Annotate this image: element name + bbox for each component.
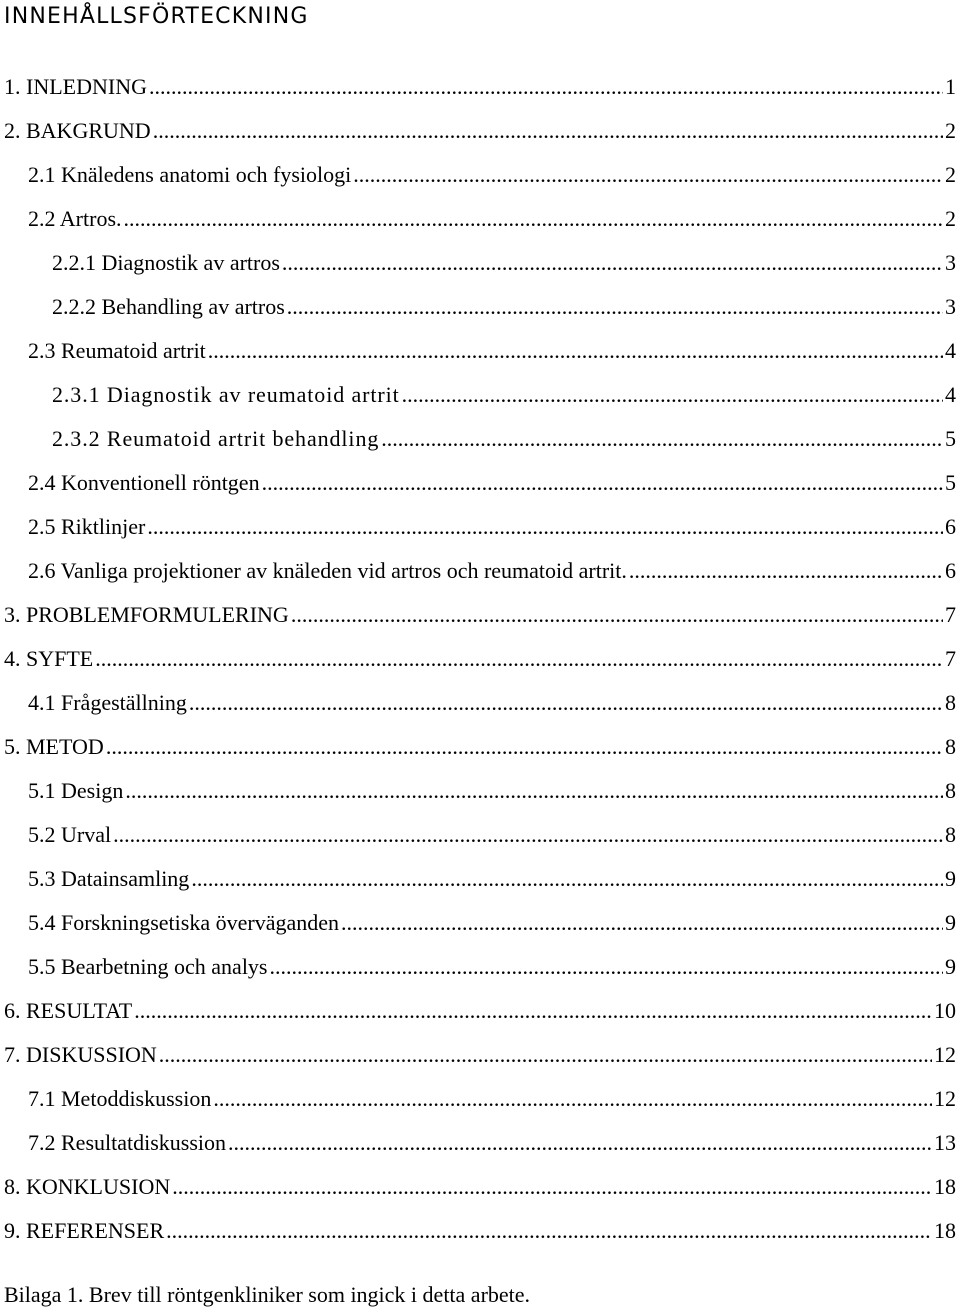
toc-entry[interactable]: [4, 1038, 956, 1068]
toc-entry-label: 2.2 Artros.: [28, 206, 122, 231]
toc-entry-page-number: 2: [945, 206, 956, 231]
toc-dot-leader: [191, 866, 943, 892]
toc-dot-leader: [228, 1130, 932, 1156]
toc-entry[interactable]: [28, 906, 956, 936]
toc-entry[interactable]: [4, 114, 956, 144]
toc-entry[interactable]: [28, 1082, 956, 1112]
toc-entry-page-number: 9: [945, 866, 956, 891]
toc-entry-label: 4.1 Frågeställning: [28, 690, 187, 715]
toc-dot-leader: [189, 690, 943, 716]
toc-entry-page-number: 2: [945, 162, 956, 187]
toc-entry-label: 2. BAKGRUND: [4, 118, 151, 143]
toc-entry[interactable]: [4, 642, 956, 672]
toc-entry[interactable]: [28, 510, 956, 540]
toc-entry-page-number: 12: [934, 1042, 956, 1067]
toc-entry[interactable]: [28, 1126, 956, 1156]
toc-entry-page-number: 7: [945, 602, 956, 627]
toc-entry-page-number: 5: [945, 426, 956, 451]
toc-dot-leader: [153, 118, 943, 144]
toc-entry-label: 5.1 Design: [28, 778, 124, 803]
toc-entry-label: 2.5 Riktlinjer: [28, 514, 146, 539]
toc-entry-label: 2.3.2 Reumatoid artrit behandling: [52, 426, 380, 451]
toc-entry[interactable]: [4, 1214, 956, 1244]
toc-entry-page-number: 9: [945, 954, 956, 979]
toc-entry[interactable]: [4, 1170, 956, 1200]
toc-entry-page-number: 1: [945, 74, 956, 99]
toc-entry[interactable]: [4, 598, 956, 628]
appendix-line: Bilaga 1. Brev till röntgenkliniker som ingick i detta arbete.: [4, 1282, 531, 1307]
toc-entry-label: 1. INLEDNING: [4, 74, 147, 99]
toc-dot-leader: [353, 162, 943, 188]
toc-entry-label: 7. DISKUSSION: [4, 1042, 157, 1067]
toc-dot-leader: [208, 338, 943, 364]
toc-entry[interactable]: [28, 158, 956, 188]
toc-entry-label: 2.3.1 Diagnostik av reumatoid artrit: [52, 382, 400, 407]
toc-entry[interactable]: [28, 686, 956, 716]
toc-entry-page-number: 6: [945, 514, 956, 539]
toc-entry-label: 2.4 Konventionell röntgen: [28, 470, 260, 495]
toc-dot-leader: [166, 1218, 932, 1244]
toc-entry-page-number: 10: [934, 998, 956, 1023]
toc-dot-leader: [149, 74, 943, 100]
toc-entry[interactable]: [28, 818, 956, 848]
toc-dot-leader: [125, 778, 943, 804]
toc-entry-label: 3. PROBLEMFORMULERING: [4, 602, 289, 627]
toc-entry-page-number: 4: [945, 382, 956, 407]
toc-entry-label: 8. KONKLUSION: [4, 1174, 171, 1199]
toc-dot-leader: [341, 910, 943, 936]
toc-dot-leader: [402, 382, 943, 408]
toc-entry[interactable]: [4, 730, 956, 760]
toc-entry-label: 7.1 Metoddiskussion: [28, 1086, 212, 1111]
toc-entry-label: 2.3 Reumatoid artrit: [28, 338, 206, 363]
toc-entry-page-number: 3: [945, 294, 956, 319]
toc-entry-page-number: 2: [945, 118, 956, 143]
toc-dot-leader: [113, 822, 943, 848]
toc-entry[interactable]: [52, 378, 956, 408]
toc-entry-label: 2.2.1 Diagnostik av artros: [52, 250, 280, 275]
toc-dot-leader: [381, 426, 943, 452]
toc-entry-label: 9. REFERENSER: [4, 1218, 165, 1243]
toc-entry-page-number: 18: [934, 1218, 956, 1243]
toc-entry-label: 5.3 Datainsamling: [28, 866, 190, 891]
toc-entry[interactable]: [28, 202, 956, 232]
toc-entry-label: 5.4 Forskningsetiska överväganden: [28, 910, 339, 935]
toc-entry-label: 2.6 Vanliga projektioner av knäleden vid artros och reumatoid artrit.: [28, 558, 627, 583]
toc-entry[interactable]: [28, 774, 956, 804]
toc-entry[interactable]: [28, 554, 956, 584]
toc-entry-page-number: 5: [945, 470, 956, 495]
toc-entry[interactable]: [4, 70, 956, 100]
toc-entry-label: 2.1 Knäledens anatomi och fysiologi: [28, 162, 352, 187]
toc-entry-page-number: 4: [945, 338, 956, 363]
toc-entry-page-number: 8: [945, 778, 956, 803]
toc-entry-page-number: 7: [945, 646, 956, 671]
toc-dot-leader: [282, 250, 943, 276]
toc-entry-label: 6. RESULTAT: [4, 998, 133, 1023]
toc-entry-page-number: 13: [934, 1130, 956, 1155]
toc-entry[interactable]: [52, 246, 956, 276]
toc-dot-leader: [147, 514, 943, 540]
toc-dot-leader: [159, 1042, 932, 1068]
toc-entry-label: 5.5 Bearbetning och analys: [28, 954, 268, 979]
toc-entry[interactable]: [28, 862, 956, 892]
toc-entry-label: 7.2 Resultatdiskussion: [28, 1130, 227, 1155]
toc-entry-label: 5. METOD: [4, 734, 104, 759]
toc-entry-page-number: 6: [945, 558, 956, 583]
toc-dot-leader: [95, 646, 943, 672]
toc-entry-page-number: 3: [945, 250, 956, 275]
toc-dot-leader: [172, 1174, 932, 1200]
toc-dot-leader: [291, 602, 943, 628]
toc-dot-leader: [124, 206, 944, 232]
toc-heading: INNEHÅLLSFÖRTECKNING: [4, 4, 309, 29]
toc-entry-page-number: 8: [945, 734, 956, 759]
toc-dot-leader: [287, 294, 943, 320]
toc-entry-page-number: 9: [945, 910, 956, 935]
toc-entry-label: 2.2.2 Behandling av artros: [52, 294, 285, 319]
toc-entry[interactable]: [52, 290, 956, 320]
toc-entry-page-number: 18: [934, 1174, 956, 1199]
toc-dot-leader: [270, 954, 944, 980]
toc-entry-label: 4. SYFTE: [4, 646, 94, 671]
toc-entry-page-number: 8: [945, 822, 956, 847]
toc-entry[interactable]: [28, 334, 956, 364]
toc-dot-leader: [213, 1086, 932, 1112]
toc-dot-leader: [262, 470, 943, 496]
toc-entry-label: 5.2 Urval: [28, 822, 112, 847]
toc-entry[interactable]: [28, 950, 956, 980]
toc-entry[interactable]: [28, 466, 956, 496]
toc-dot-leader: [134, 998, 932, 1024]
toc-entry[interactable]: [52, 422, 956, 452]
toc-dot-leader: [106, 734, 943, 760]
toc-entry-page-number: 8: [945, 690, 956, 715]
toc-entry[interactable]: [4, 994, 956, 1024]
toc-entry-page-number: 12: [934, 1086, 956, 1111]
toc-dot-leader: [629, 558, 943, 584]
